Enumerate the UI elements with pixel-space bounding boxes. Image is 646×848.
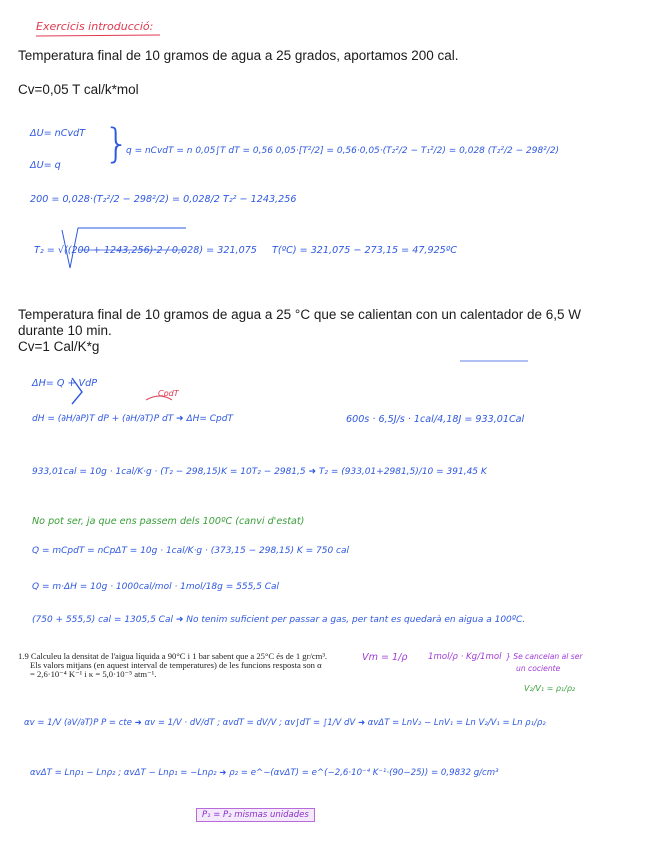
- ex3-line-rho: αvΔT = Lnρ₁ − Lnρ₂ ; αvΔT − Lnρ₁ = −Lnρ₂ ➜ ρ₂ = e^−(αvΔT) = e^(−2,6·10⁻⁴ K⁻¹·(90−25)) = 0,9832 g/cm³: [30, 768, 499, 778]
- ex2-line-dh: ΔH= Q + VdP: [32, 378, 97, 389]
- ex3-vm: Vm = 1/ρ: [362, 652, 408, 663]
- ex3-units: 1mol/ρ · Kg/1mol: [428, 652, 502, 662]
- ex1-problem: Temperatura final de 10 gramos de agua a 25 grados, aportamos 200 cal.: [18, 48, 459, 63]
- ex2-line-sum: (750 + 555,5) cal = 1305,5 Cal ➜ No tenim suficient per passar a gas, per tant es quedarà en aigua a 100ºC.: [32, 615, 526, 625]
- ex1-cv: Cv=0,05 T cal/k*mol: [18, 82, 139, 97]
- ex1-line-q: q = nCvdT = n 0,05∫T dT = 0,56 0,05·[T²/2] = 0,56·0,05·(T₂²/2 − T₁²/2) = 0,028 (T₂²/2 − 298²/2): [126, 146, 560, 156]
- ex2-line-dh-partial: dH = (∂H/∂P)T dP + (∂H/∂T)P dT ➜ ΔH= CpdT: [32, 414, 233, 424]
- heading: Exercicis introducció:: [36, 20, 154, 33]
- ex1-line-200: 200 = 0,028·(T₂²/2 − 298²/2) = 0,028/2 T₂² − 1243,256: [30, 194, 297, 205]
- ex1-brace: }: [104, 121, 130, 167]
- ex1-line-t2: T₂ = √((200 + 1243,256)·2 / 0,028) = 321,075: [34, 245, 257, 256]
- ex2-note-green: No pot ser, ja que ens passem dels 100ºC (canvi d'estat): [32, 516, 305, 527]
- ex2-cpdt-note: CpdT: [158, 389, 179, 398]
- ex2-line-q2: Q = m·ΔH = 10g · 1000cal/mol · 1mol/18g = 555,5 Cal: [32, 582, 280, 592]
- ex3-box-units: P₁ = P₂ mismas unidades: [196, 808, 315, 822]
- ex1-line-tc: T(ºC) = 321,075 − 273,15 = 47,925ºC: [272, 245, 458, 256]
- ex2-cv: Cv=1 Cal/K*g: [18, 339, 100, 354]
- ex3-cancel-note-1: } Se cancelan al ser: [506, 652, 583, 661]
- ex3-printed-line3: = 2,6·10⁻⁴ K⁻¹ i κ = 5,0·10⁻⁵ atm⁻¹.: [30, 669, 157, 679]
- ex2-line-q1: Q = mCpdT = nCpΔT = 10g · 1cal/K·g · (373,15 − 298,15) K = 750 cal: [32, 546, 350, 556]
- ex1-line-du: ΔU= nCvdT: [30, 128, 86, 139]
- ex2-problem-line2: durante 10 min.: [18, 323, 112, 338]
- ex3-line-alpha: αv = 1/V (∂V/∂T)P P = cte ➜ αv = 1/V · dV/dT ; αvdT = dV/V ; αv∫dT = ∫1/V dV ➜ αvΔT = LnV₂ − LnV₁ = Ln V₂/V₁ = Ln ρ₁/ρ₂: [24, 718, 546, 728]
- ex3-printed-line1: 1.9 Calculeu la densitat de l'aigua líquida a 90°C i 1 bar sabent que a 25°C és de 1 gr/cm³.: [18, 651, 328, 661]
- ex3-printed-line2: Els valors mitjans (en aquest interval de temperatures) de les funcions resposta son α: [30, 660, 322, 670]
- ex2-line-600s: 600s · 6,5J/s · 1cal/4,18J = 933,01Cal: [346, 414, 525, 425]
- ex2-line-933: 933,01cal = 10g · 1cal/K·g · (T₂ − 298,15)K = 10T₂ − 2981,5 ➜ T₂ = (933,01+2981,5)/10 = 391,45 K: [32, 467, 487, 477]
- ex2-problem-line1: Temperatura final de 10 gramos de agua a 25 °C que se calientan con un calentador de 6,5 W: [18, 307, 582, 322]
- ex1-line-du-q: ΔU= q: [30, 160, 61, 171]
- ex3-cancel-note-2: un cociente: [516, 664, 561, 673]
- ex3-ratio-note: V₂/V₁ = ρ₁/ρ₂: [524, 684, 576, 693]
